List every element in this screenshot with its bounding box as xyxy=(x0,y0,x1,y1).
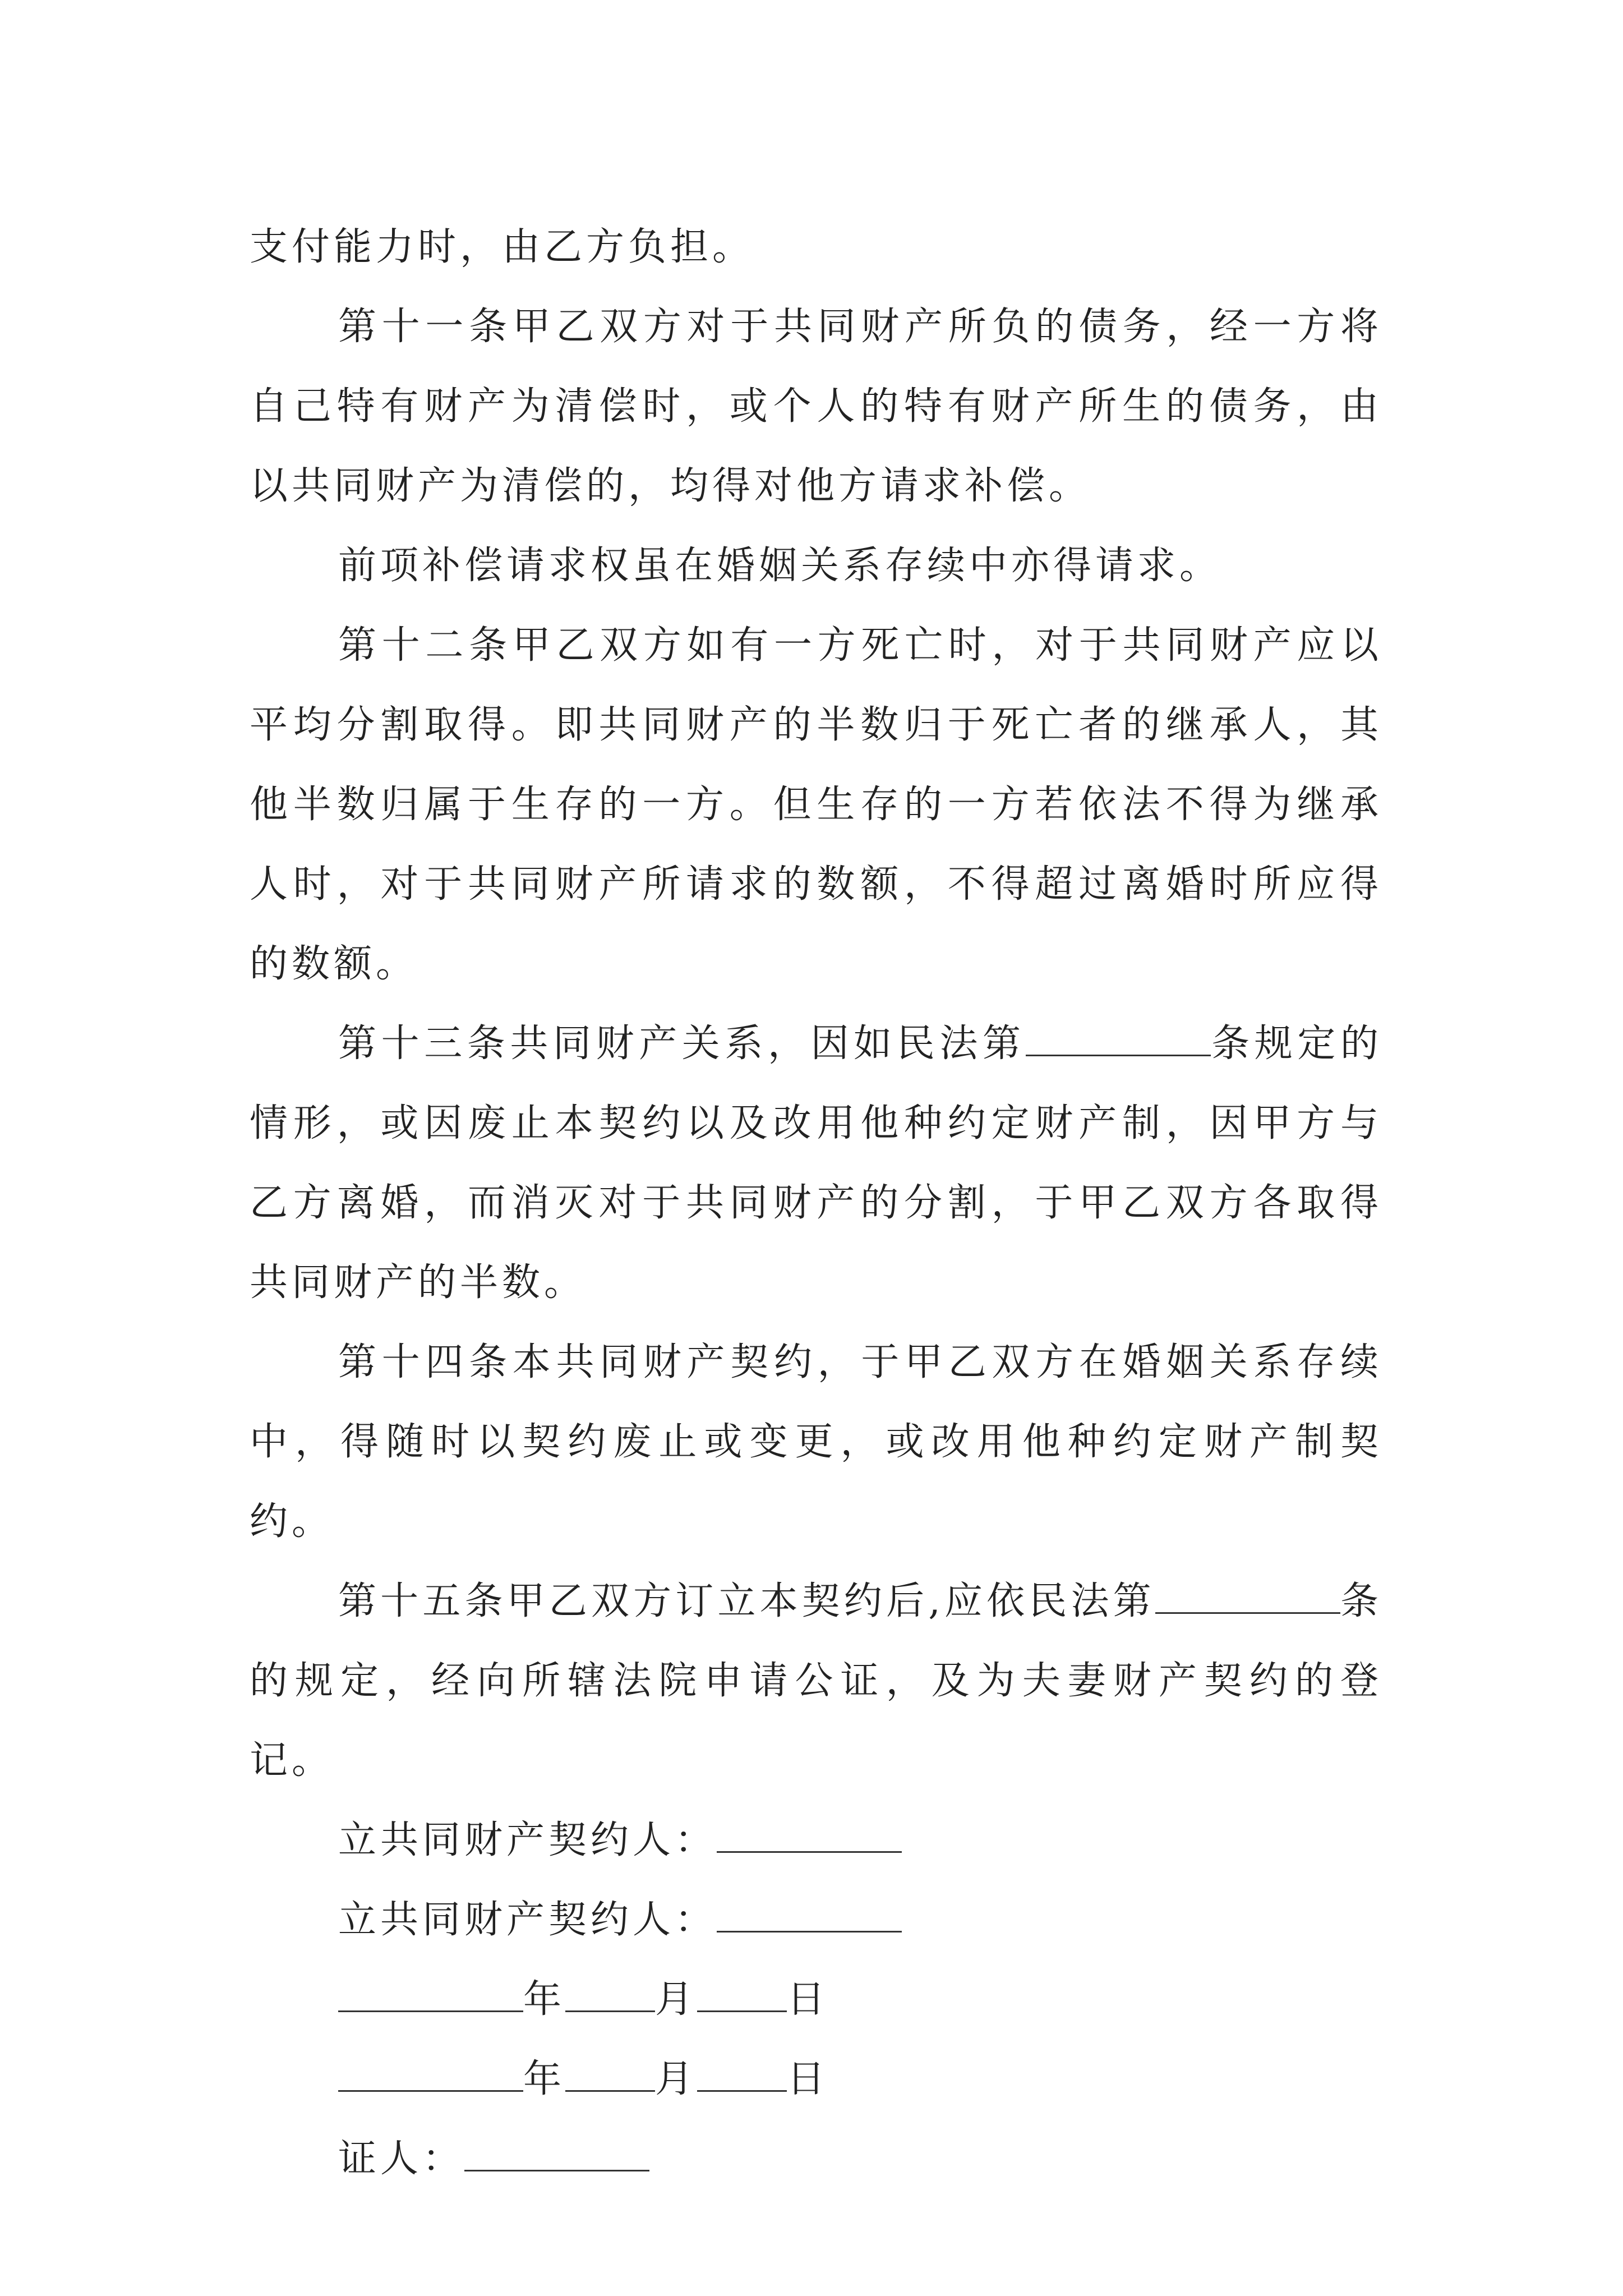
signatory-2-label: 立共同财产契约人： xyxy=(338,1898,717,1942)
date-1-month-blank xyxy=(565,1977,655,2012)
article-15-part-2: 条的规定，经向所辖法院申请公证，及为夫妻财产契约的登记。 xyxy=(250,1579,1382,1783)
date-1-month-label: 月 xyxy=(655,1977,698,2022)
date-1-day-blank xyxy=(697,1977,787,2012)
witness xyxy=(250,2119,1382,2199)
signatory-2-blank xyxy=(717,1897,902,1932)
date-2-month-label: 月 xyxy=(655,2057,698,2101)
article-13-blank xyxy=(1026,1021,1211,1056)
date-1-day-label: 日 xyxy=(787,1977,829,2022)
article-11: 第十一条甲乙双方对于共同财产所负的债务，经一方将自己特有财产为清偿时，或个人的特有财产所生的债务，由以共同财产为清偿的，均得对他方请求补偿。 xyxy=(250,305,1382,508)
article-13 xyxy=(250,1004,1382,1323)
date-1-year-blank xyxy=(338,1977,523,2012)
date-2-day-blank xyxy=(697,2056,787,2092)
article-14: 第十四条本共同财产契约，于甲乙双方在婚姻关系存续中，得随时以契约废止或变更，或改用他种约定财产制契约。 xyxy=(250,1340,1382,1544)
signatory-1 xyxy=(250,1801,1382,1880)
article-12: 第十二条甲乙双方如有一方死亡时，对于共同财产应以平均分割取得。即共同财产的半数归于死亡者的继承人，其他半数归属于生存的一方。但生存的一方若依法不得为继承人时，对于共同财产所请求的数额，不得超过离婚时所应得的数额。 xyxy=(250,623,1382,986)
article-13-part-1: 第十三条共同财产关系，因如民法第 xyxy=(338,1022,1026,1066)
date-1-year-label: 年 xyxy=(523,1977,566,2022)
date-2-year-label: 年 xyxy=(523,2057,566,2101)
signatory-1-blank xyxy=(717,1818,902,1853)
date-line-2 xyxy=(250,2040,1382,2119)
signatory-2 xyxy=(250,1880,1382,1960)
date-2-year-blank xyxy=(338,2056,523,2092)
article-15 xyxy=(250,1562,1382,1801)
article-15-blank xyxy=(1155,1579,1340,1614)
witness-blank xyxy=(464,2136,649,2171)
article-11-supplement: 前项补偿请求权虽在婚姻关系存续中亦得请求。 xyxy=(338,544,1222,588)
date-line-1 xyxy=(250,1960,1382,2040)
document-body xyxy=(250,208,1382,2199)
date-2-day-label: 日 xyxy=(787,2057,829,2101)
witness-label: 证人： xyxy=(338,2137,465,2181)
article-15-part-1: 第十五条甲乙双方订立本契约后,应依民法第 xyxy=(338,1579,1155,1623)
article-13-part-2: 条规定的情形，或因废止本契约以及改用他种约定财产制，因甲方与乙方离婚，而消灭对于共同财产的分割，于甲乙双方各取得共同财产的半数。 xyxy=(250,1022,1382,1305)
paragraph-continuation: 支付能力时，由乙方负担。 xyxy=(250,225,755,269)
signatory-1-label: 立共同财产契约人： xyxy=(338,1818,717,1862)
date-2-month-blank xyxy=(565,2056,655,2092)
